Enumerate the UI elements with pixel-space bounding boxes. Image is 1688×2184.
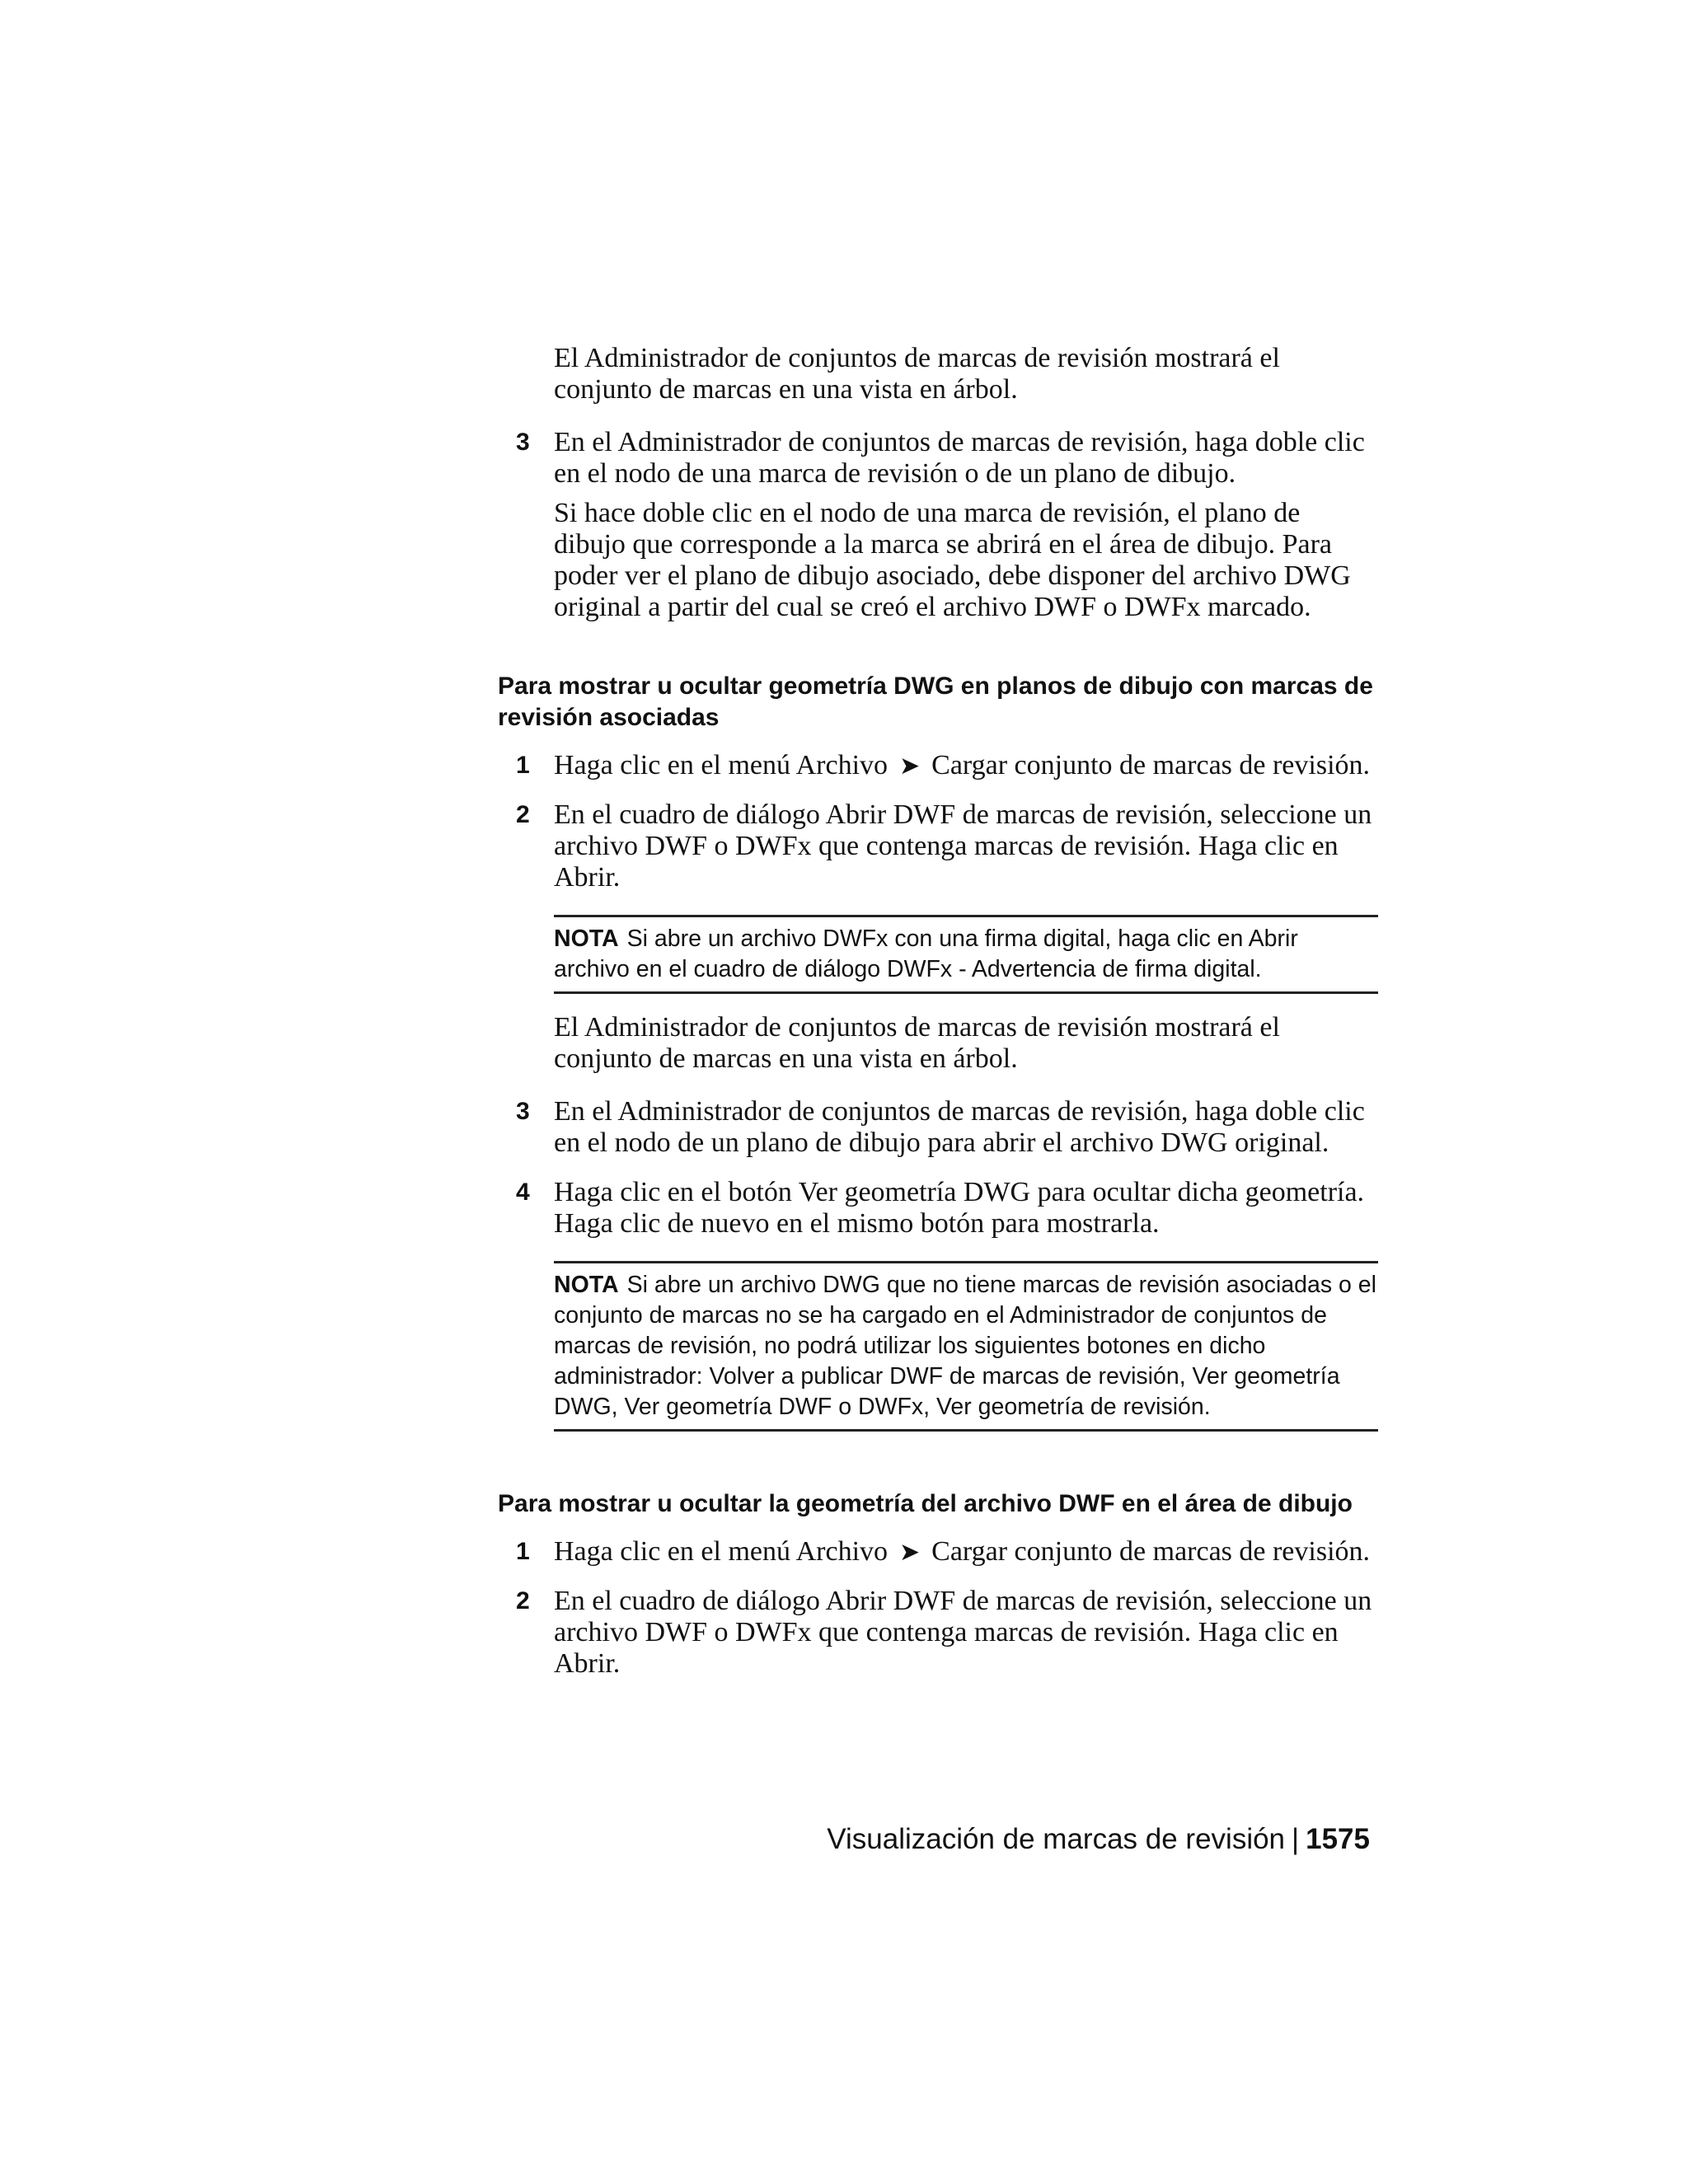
note-text: Si abre un archivo DWFx con una firma digital, haga clic en Abrir archivo en el cuadro de diálogo DWFx - Advertencia de firma digital. (554, 926, 1298, 982)
section1-step-3 (498, 1096, 1378, 1159)
intro-paragraph: El Administrador de conjuntos de marcas de revisión mostrará el conjunto de marcas en una vista en árbol. (554, 343, 1280, 405)
menu-arrow-icon: ➤ (899, 1539, 921, 1566)
menu-arrow-icon: ➤ (899, 752, 921, 780)
page-number: 1575 (1306, 1823, 1370, 1855)
step-text-part1: Haga clic en el menú Archivo (554, 750, 889, 780)
note-label: NOTA (554, 926, 619, 952)
page-footer (827, 1821, 1370, 1858)
step-detail: Si hace doble clic en el nodo de una marca de revisión, el plano de dibujo que corresponde a la marca se abrirá en el área de dibujo. Para poder ver el plano de dibujo asociado, debe disponer del archivo DWG original a partir del cual se creó el archivo DWF o DWFx marcado. (554, 498, 1351, 622)
intro-step-3 (498, 427, 1378, 623)
step-text: En el Administrador de conjuntos de marcas de revisión, haga doble clic en el nodo de un plano de dibujo para abrir el archivo DWG original. (554, 1096, 1365, 1158)
section1-step-2 (498, 799, 1378, 893)
step-text: En el cuadro de diálogo Abrir DWF de marcas de revisión, seleccione un archivo DWF o DWFx que contenga marcas de revisión. Haga clic en Abrir. (554, 1586, 1372, 1679)
section1-step-4 (498, 1177, 1378, 1240)
step-text: Haga clic en el botón Ver geometría DWG para ocultar dicha geometría. Haga clic de nuevo en el mismo botón para mostrarla. (554, 1177, 1365, 1239)
section2-step-2 (498, 1586, 1378, 1680)
section-heading-dwf-geometry: Para mostrar u ocultar la geometría del archivo DWF en el área de dibujo (498, 1490, 1353, 1517)
section2-step-1 (498, 1536, 1378, 1568)
note-box (554, 915, 1378, 994)
step-text-part2: Cargar conjunto de marcas de revisión. (931, 1536, 1371, 1567)
note-text: Si abre un archivo DWG que no tiene marcas de revisión asociadas o el conjunto de marcas no se ha cargado en el Administrador de conjuntos de marcas de revisión, no podrá utilizar los siguientes botones en dicho administrador: Volver a publicar DWF de marcas de revisión, Ver geometría DWG, Ver geometría DWF o DWFx, Ver geometría de revisión. (554, 1272, 1376, 1420)
step-text: En el Administrador de conjuntos de marcas de revisión, haga doble clic en el nodo de una marca de revisión o de un plano de dibujo. (554, 427, 1365, 489)
section1-step-1 (498, 750, 1378, 782)
step-text: En el cuadro de diálogo Abrir DWF de marcas de revisión, seleccione un archivo DWF o DWFx que contenga marcas de revisión. Haga clic en Abrir. (554, 799, 1372, 893)
step-number: 3 (516, 1098, 530, 1125)
step-text-part2: Cargar conjunto de marcas de revisión. (931, 750, 1371, 780)
step-number: 3 (516, 429, 530, 456)
footer-separator: | (1292, 1823, 1300, 1855)
step-number: 1 (516, 752, 530, 779)
note-label: NOTA (554, 1272, 619, 1298)
step-number: 4 (516, 1179, 530, 1206)
note-box (554, 1261, 1378, 1432)
section-heading-dwg-geometry: Para mostrar u ocultar geometría DWG en planos de dibujo con marcas de revisión asociadas (498, 673, 1373, 731)
step-number: 2 (516, 1587, 530, 1615)
step-text-part1: Haga clic en el menú Archivo (554, 1536, 889, 1567)
footer-section-title: Visualización de marcas de revisión (827, 1823, 1286, 1855)
step-number: 1 (516, 1538, 530, 1565)
step-number: 2 (516, 801, 530, 828)
tree-view-paragraph: El Administrador de conjuntos de marcas de revisión mostrará el conjunto de marcas en una vista en árbol. (554, 1012, 1280, 1074)
